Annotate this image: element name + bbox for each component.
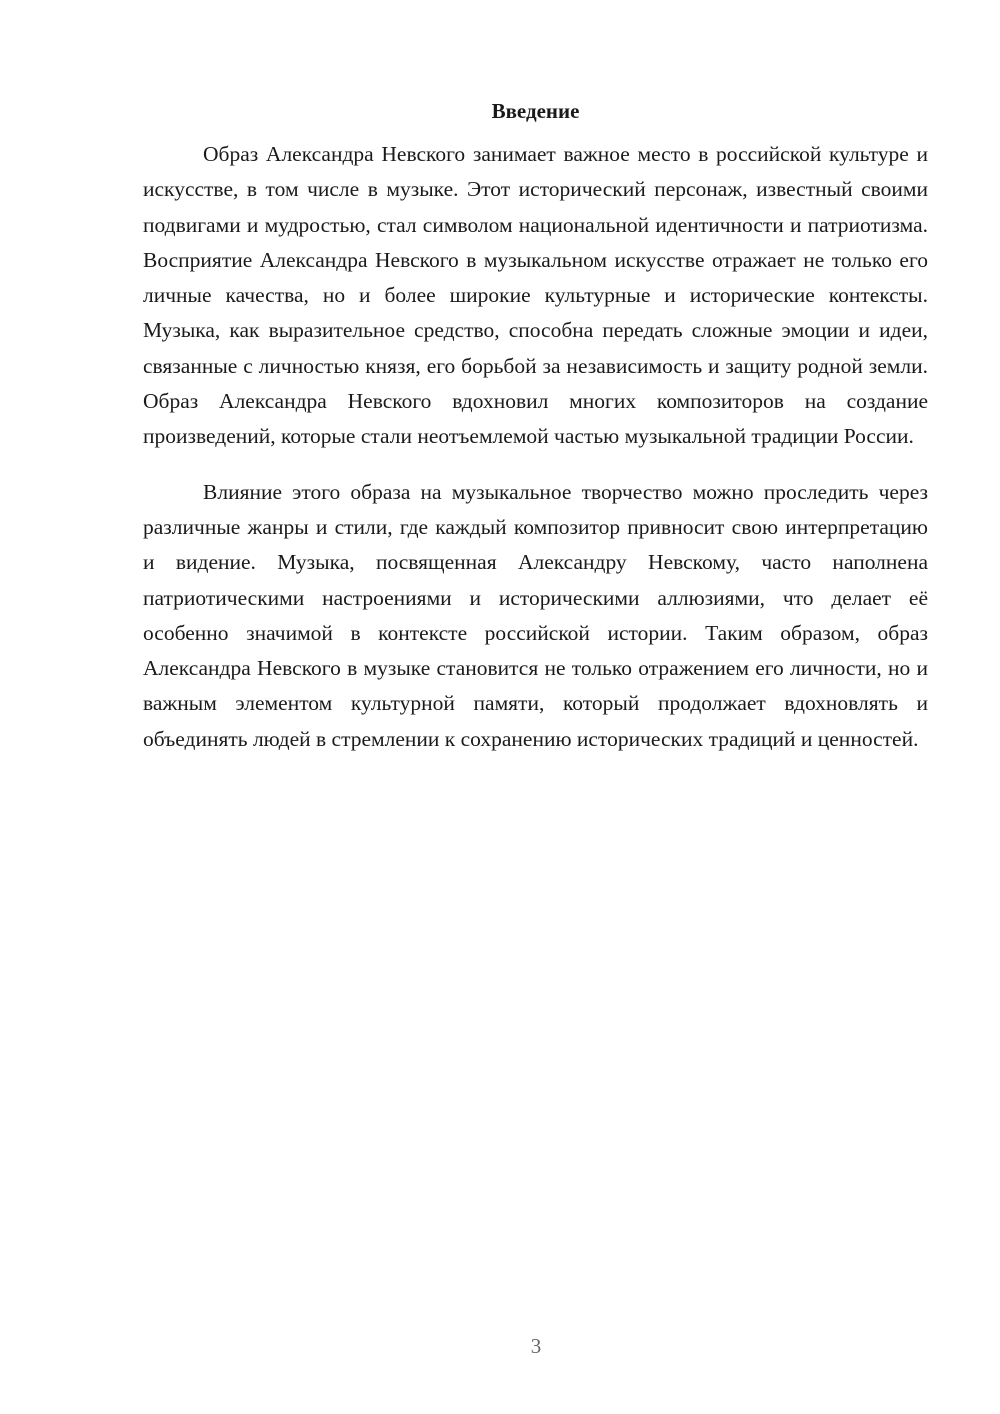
page-number: 3	[530, 1334, 542, 1358]
page-content	[143, 96, 928, 757]
section-heading: Введение	[491, 99, 580, 123]
paragraph-influence: Влияние этого образа на музыкальное творчество можно проследить через различные жанры и стили, где каждый композитор привносит свою интерпретацию и видение. Музыка, посвященная Александру Невскому, часто наполнена патриотическими настроениями и историческими аллюзиями, что делает её особенно значимой в контексте российской истории. Таким образом, образ Александра Невского в музыке становится не только отражением его личности, но и важным элементом культурной памяти, который продолжает вдохновлять и объединять людей в стремлении к сохранению исторических традиций и ценностей.	[143, 479, 928, 751]
paragraph-intro: Образ Александра Невского занимает важное место в российской культуре и искусстве, в том числе в музыке. Этот исторический персонаж, известный своими подвигами и мудростью, стал символом национальной идентичности и патриотизма. Восприятие Александра Невского в музыкальном искусстве отражает не только его личные качества, но и более широкие культурные и исторические контексты. Музыка, как выразительное средство, способна передать сложные эмоции и идеи, связанные с личностью князя, его борьбой за независимость и защиту родной земли. Образ Александра Невского вдохновил многих композиторов на создание произведений, которые стали неотъемлемой частью музыкальной традиции России.	[143, 142, 928, 449]
